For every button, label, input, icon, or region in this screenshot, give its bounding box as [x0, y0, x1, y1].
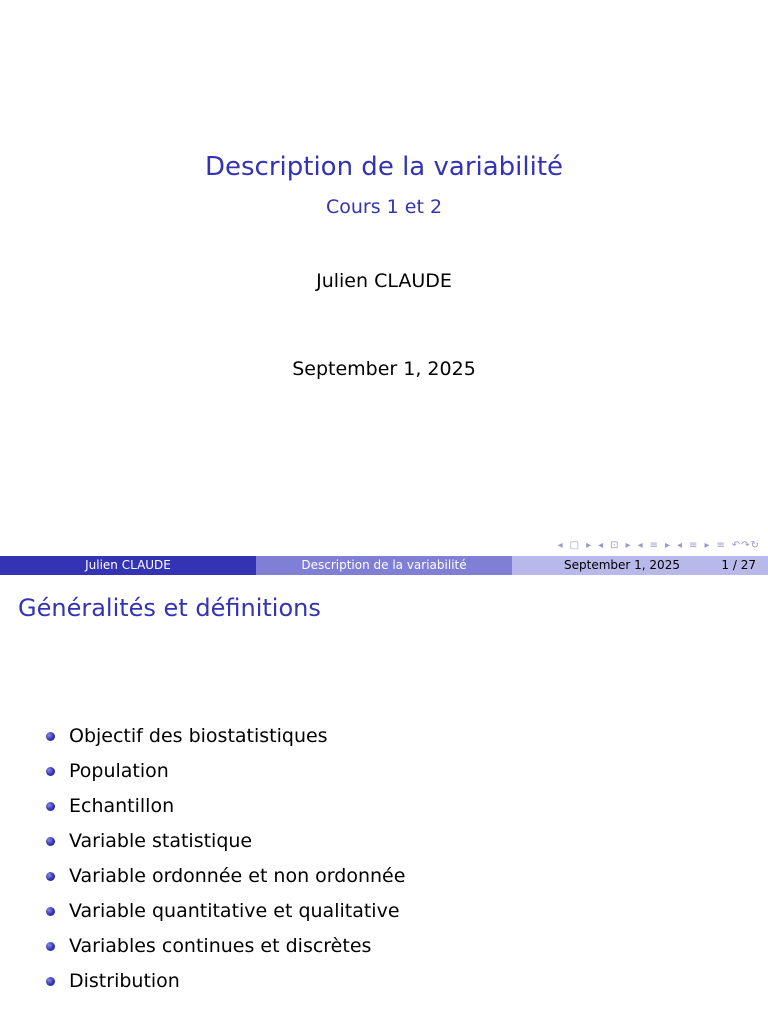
bullet-text: Distribution	[69, 970, 180, 992]
bullet-text: Variable quantitative et qualitative	[69, 900, 400, 922]
bullet-icon	[46, 907, 55, 916]
bullet-item	[44, 757, 405, 792]
nav-next-slide-icon[interactable]: ▸	[586, 539, 593, 551]
nav-prev-frame-icon[interactable]: ◂	[598, 539, 605, 551]
slide-title: Description de la variabilité	[204, 152, 564, 182]
footer-author: Julien CLAUDE	[0, 556, 256, 575]
slide-author: Julien CLAUDE	[316, 270, 452, 292]
content-slide	[0, 576, 768, 1024]
bullet-text: Variable statistique	[69, 830, 253, 852]
nav-prev-section-icon[interactable]: ◂	[677, 539, 684, 551]
bullet-icon	[46, 802, 55, 811]
bullet-item	[44, 792, 405, 827]
bullet-item	[44, 897, 405, 932]
bullet-icon	[46, 732, 55, 741]
footer-page-number: 1 / 27	[721, 558, 756, 572]
nav-next-frame-icon[interactable]: ▸	[625, 539, 632, 551]
bullet-text: Objectif des biostatistiques	[69, 725, 328, 747]
footer-date-page	[512, 556, 768, 575]
bullet-item	[44, 722, 405, 757]
slide-subtitle: Cours 1 et 2	[325, 196, 443, 218]
nav-prev-slide-icon[interactable]: ◂	[557, 539, 564, 551]
bullet-text: Echantillon	[69, 795, 175, 817]
bullet-item	[44, 862, 405, 897]
bullet-icon	[46, 872, 55, 881]
nav-document-icon[interactable]: ≡	[716, 539, 726, 551]
footer-date: September 1, 2025	[564, 558, 680, 572]
nav-section-icon[interactable]: ≡	[689, 539, 699, 551]
nav-search-back-icon[interactable]: ↶↷↻	[731, 539, 760, 551]
nav-slide-icon[interactable]: □	[569, 539, 581, 551]
footer-title: Description de la variabilité	[256, 556, 512, 575]
bullet-text: Population	[69, 760, 169, 782]
bullet-item	[44, 967, 405, 1002]
slide-date: September 1, 2025	[292, 358, 476, 380]
nav-next-subsection-icon[interactable]: ▸	[664, 539, 672, 551]
nav-subsection-icon[interactable]: ≡	[649, 539, 659, 551]
nav-prev-subsection-icon[interactable]: ◂	[637, 539, 644, 551]
frame-title: Généralités et définitions	[18, 594, 321, 622]
beamer-navigation-bar	[558, 538, 760, 552]
bullet-text: Variable ordonnée et non ordonnée	[69, 865, 406, 887]
nav-next-section-icon[interactable]: ▸	[704, 539, 711, 551]
bullet-icon	[46, 767, 55, 776]
slide-footer	[0, 556, 768, 575]
bullet-icon	[46, 942, 55, 951]
nav-frame-icon[interactable]: ⊡	[610, 539, 620, 551]
bullet-text: Variables continues et discrètes	[69, 935, 372, 957]
bullet-icon	[46, 977, 55, 986]
bullet-item	[44, 827, 405, 862]
bullet-icon	[46, 837, 55, 846]
bullet-item	[44, 932, 405, 967]
bullet-list	[44, 722, 405, 1002]
